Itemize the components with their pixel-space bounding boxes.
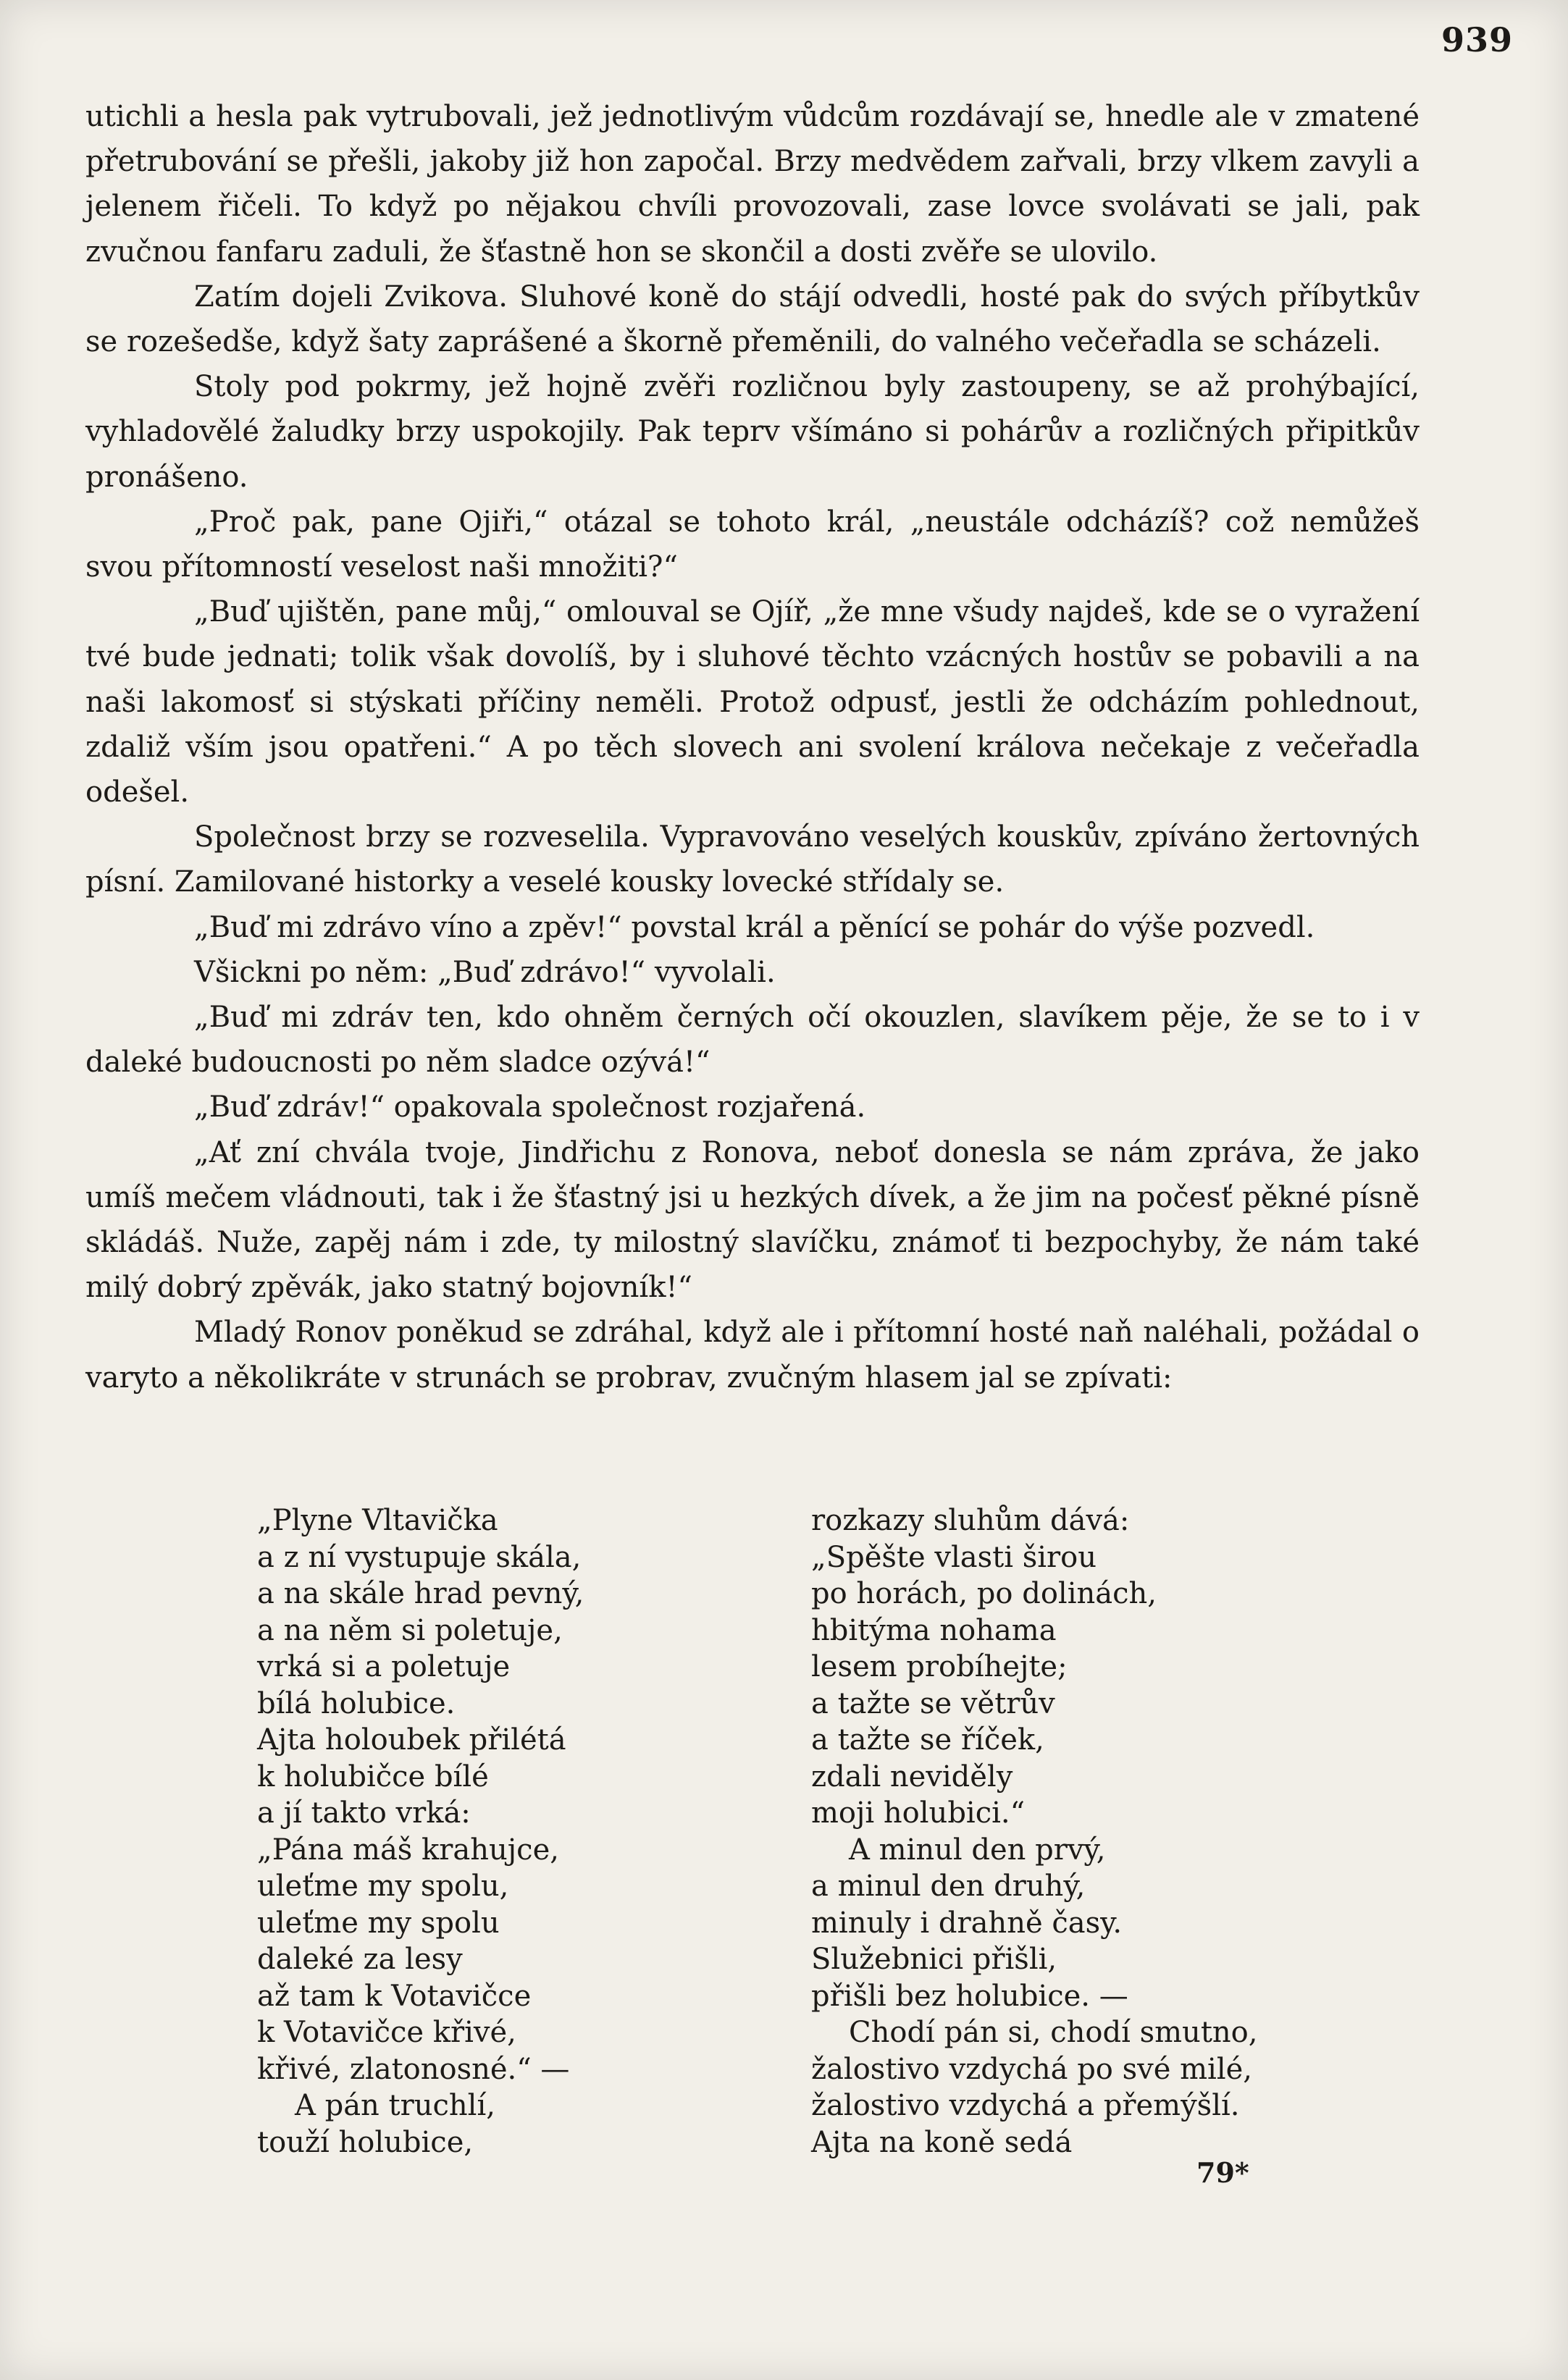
- verse-line: Služebnici přišli,: [811, 1943, 1057, 1976]
- verse-line: rozkazy sluhům dává:: [811, 1504, 1130, 1537]
- verse-line: k holubičce bílé: [257, 1759, 489, 1794]
- paragraph: „Buď ujištěn, pane můj,“ omlouval se Ojíř, „že mne všudy najdeš, kde se o vyražení tvé bude jednati; tolik však dovolíš, by i sluhové těchto vzácných hostův se pobavili a na naši lakomosť si stýskati příčiny neměli. Protož odpusť, jestli že odcházím pohlednout, zdaliž vším jsou opatřeni.“ A po těch slovech ani svolení králova nečekaje z večeřadla odešel.: [85, 595, 1420, 810]
- paragraph: „Buď zdráv!“ opakovala společnost rozjařená.: [194, 1090, 866, 1124]
- verse-column-left: [257, 1502, 851, 2161]
- prose-text: [85, 94, 1420, 1400]
- page-number: 939: [1441, 20, 1514, 59]
- verse-line: po horách, po dolinách,: [811, 1577, 1157, 1610]
- verse-line: A minul den prvý,: [849, 1833, 1106, 1867]
- printer-signature: 79*: [1196, 2156, 1249, 2189]
- verse-line: a na něm si poletuje,: [257, 1613, 563, 1647]
- verse-line: žalostivo vzdychá po své milé,: [811, 2052, 1253, 2086]
- paragraph: Stoly pod pokrmy, jež hojně zvěři rozličnou byly zastoupeny, se až prohýbající, vyhladovělé žaludky brzy uspokojily. Pak teprv všímáno si pohárův a rozličných připitkův pronášeno.: [85, 370, 1420, 494]
- verse-line: „Spěšte vlasti širou: [811, 1540, 1097, 1574]
- paragraph: Všickni po něm: „Buď zdrávo!“ vyvolali.: [194, 955, 776, 989]
- paragraph: „Proč pak, pane Ojiři,“ otázal se tohoto král, „neustále odcházíš? což nemůžeš svou přítomností veselost naši množiti?“: [85, 505, 1420, 584]
- verse-line: a minul den druhý,: [811, 1870, 1086, 1903]
- verse-line: a jí takto vrká:: [257, 1796, 471, 1830]
- verse-line: a na skále hrad pevný,: [257, 1577, 584, 1610]
- verse-column-right: [811, 1502, 1405, 2161]
- verse-line: zdali neviděly: [811, 1759, 1013, 1794]
- paragraph: „Buď mi zdráv ten, kdo ohněm černých očí okouzlen, slavíkem pěje, že se to i v daleké budoucnosti po něm sladce ozývá!“: [85, 1001, 1420, 1080]
- verse-line: přišli bez holubice. —: [811, 1979, 1128, 2013]
- verse-line: A pán truchlí,: [295, 2089, 495, 2122]
- paragraph: Mladý Ronov poněkud se zdráhal, když ale i přítomní hosté naň naléhali, požádal o varyto a několikráte v strunách se probrav, zvučným hlasem jal se zpívati:: [85, 1316, 1420, 1395]
- verse-line: „Pána máš krahujce,: [257, 1833, 559, 1867]
- verse-line: vrká si a poletuje: [257, 1650, 511, 1683]
- verse-line: Chodí pán si, chodí smutno,: [849, 2016, 1258, 2049]
- verse-line: „Plyne Vltavička: [257, 1504, 498, 1537]
- verse-line: touží holubice,: [257, 2125, 474, 2159]
- verse-line: a z ní vystupuje skála,: [257, 1540, 582, 1574]
- verse-line: lesem probíhejte;: [811, 1650, 1068, 1683]
- verse-line: k Votavičce křivé,: [257, 2016, 516, 2049]
- verse-line: uleťme my spolu: [257, 1906, 500, 1940]
- paragraph: Zatím dojeli Zvikova. Sluhové koně do stájí odvedli, hosté pak do svých příbytkův se rozešedše, když šaty zaprášené a škorně přeměnili, do valného večeřadla se scházeli.: [85, 279, 1420, 359]
- verse-line: uleťme my spolu,: [257, 1870, 509, 1903]
- verse-line: hbitýma nohama: [811, 1613, 1057, 1647]
- verse-line: minuly i drahně časy.: [811, 1906, 1123, 1940]
- paragraph: „Ať zní chvála tvoje, Jindřichu z Ronova, neboť donesla se nám zpráva, že jako umíš mečem vládnouti, tak i že šťastný jsi u hezkých dívek, a že jim na počesť pěkné písně skládáš. Nuže, zapěj nám i zde, ty milostný slavíčku, známoť ti bezpochyby, že nám také milý dobrý zpěvák, jako statný bojovník!“: [85, 1135, 1420, 1305]
- verse-line: moji holubici.“: [811, 1796, 1026, 1830]
- verse-line: Ajta holoubek přilétá: [257, 1723, 566, 1757]
- verse-line: žalostivo vzdychá a přemýšlí.: [811, 2089, 1240, 2122]
- verse-line: křivé, zlatonosné.“ —: [257, 2052, 570, 2086]
- paragraph: Společnost brzy se rozveselila. Vypravováno veselých kouskův, zpíváno žertovných písní. Zamilované historky a veselé kousky lovecké střídaly se.: [85, 820, 1420, 899]
- paragraph: utichli a hesla pak vytrubovali, jež jednotlivým vůdcům rozdávají se, hnedle ale v zmatené přetrubování se přešli, jakoby již hon započal. Brzy medvědem zařvali, brzy vlkem zavyli a jelenem řičeli. To když po nějakou chvíli provozovali, zase lovce svolávati se jali, pak zvučnou fanfaru zaduli, že šťastně hon se skončil a dosti zvěře se ulovilo.: [85, 100, 1420, 269]
- verse-line: a tažte se větrův: [811, 1686, 1055, 1720]
- verse-line: Ajta na koně sedá: [811, 2125, 1073, 2159]
- verse-line: a tažte se říček,: [811, 1723, 1044, 1757]
- paragraph: „Buď mi zdrávo víno a zpěv!“ povstal král a pěnící se pohár do výše pozvedl.: [194, 910, 1315, 944]
- verse-line: daleké za lesy: [257, 1943, 463, 1976]
- verse-line: bílá holubice.: [257, 1686, 456, 1720]
- verse-line: až tam k Votavičce: [257, 1979, 532, 2013]
